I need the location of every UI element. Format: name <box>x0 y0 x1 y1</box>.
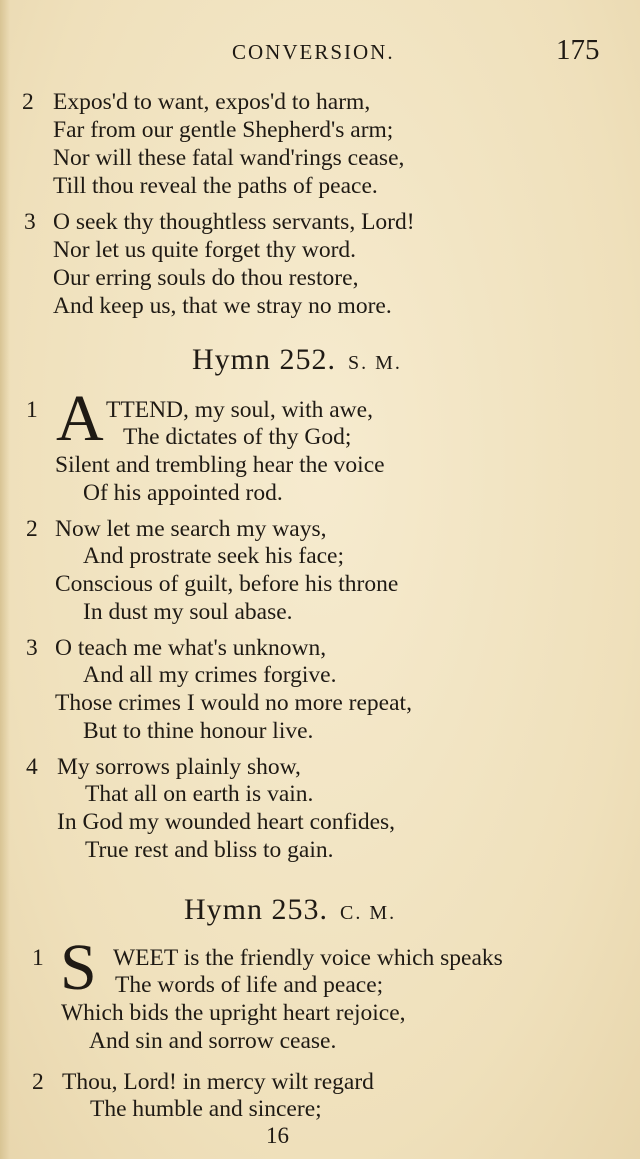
verse-number: 1 <box>26 397 38 423</box>
page-number: 175 <box>556 34 600 66</box>
verse-line: And all my crimes forgive. <box>83 662 337 688</box>
verse-line: TTEND, my soul, with awe, <box>106 397 373 423</box>
verse-line: That all on earth is vain. <box>85 781 314 807</box>
verse-number: 2 <box>32 1069 44 1095</box>
verse-line: And keep us, that we stray no more. <box>53 293 392 319</box>
hymn-title: Hymn 252. <box>192 343 336 376</box>
hymn-252-heading <box>192 343 402 377</box>
hymn-meter: C. M. <box>340 902 397 924</box>
verse-line: Nor let us quite forget thy word. <box>53 237 357 263</box>
hymn-meter: S. M. <box>348 352 402 374</box>
verse-number: 4 <box>26 754 38 780</box>
verse-number: 2 <box>26 516 38 542</box>
drop-cap: S <box>60 931 97 1004</box>
verse-line: But to thine honour live. <box>83 718 314 744</box>
verse-number: 2 <box>22 89 34 115</box>
verse-number: 1 <box>32 945 44 971</box>
hymn-title: Hymn 253. <box>184 893 328 926</box>
verse-line: Nor will these fatal wand'rings cease, <box>53 145 405 171</box>
verse-line: WEET is the friendly voice which speaks <box>113 945 503 971</box>
verse-line: Now let me search my ways, <box>55 516 327 542</box>
verse-line: Thou, Lord! in mercy wilt regard <box>62 1069 374 1095</box>
running-head: CONVERSION. <box>232 40 395 64</box>
verse-line: In dust my soul abase. <box>83 599 293 625</box>
verse-line: And prostrate seek his face; <box>83 543 345 569</box>
verse-line: Of his appointed rod. <box>83 480 283 506</box>
verse-number: 3 <box>24 209 36 235</box>
verse-line: Expos'd to want, expos'd to harm, <box>53 89 371 115</box>
verse-line: Our erring souls do thou restore, <box>53 265 359 291</box>
verse-line: In God my wounded heart confides, <box>57 809 396 835</box>
verse-line: Far from our gentle Shepherd's arm; <box>53 117 394 143</box>
verse-line: The dictates of thy God; <box>123 424 352 450</box>
verse-line: Which bids the upright heart rejoice, <box>61 1000 406 1026</box>
verse-line: Silent and trembling hear the voice <box>55 452 385 478</box>
verse-line: The humble and sincere; <box>90 1096 322 1122</box>
verse-line: Till thou reveal the paths of peace. <box>53 173 378 199</box>
verse-line: And sin and sorrow cease. <box>89 1028 337 1054</box>
verse-line: O seek thy thoughtless servants, Lord! <box>53 209 415 235</box>
verse-line: True rest and bliss to gain. <box>85 837 334 863</box>
hymn-253-heading <box>184 893 396 927</box>
signature-mark: 16 <box>266 1123 289 1148</box>
verse-number: 3 <box>26 635 38 661</box>
verse-line: O teach me what's unknown, <box>55 635 327 661</box>
verse-line: My sorrows plainly show, <box>57 754 301 780</box>
page-edge-shadow <box>0 0 10 1159</box>
verse-line: The words of life and peace; <box>115 972 384 998</box>
verse-line: Those crimes I would no more repeat, <box>55 690 412 716</box>
drop-cap: A <box>56 382 104 455</box>
verse-line: Conscious of guilt, before his throne <box>55 571 399 597</box>
